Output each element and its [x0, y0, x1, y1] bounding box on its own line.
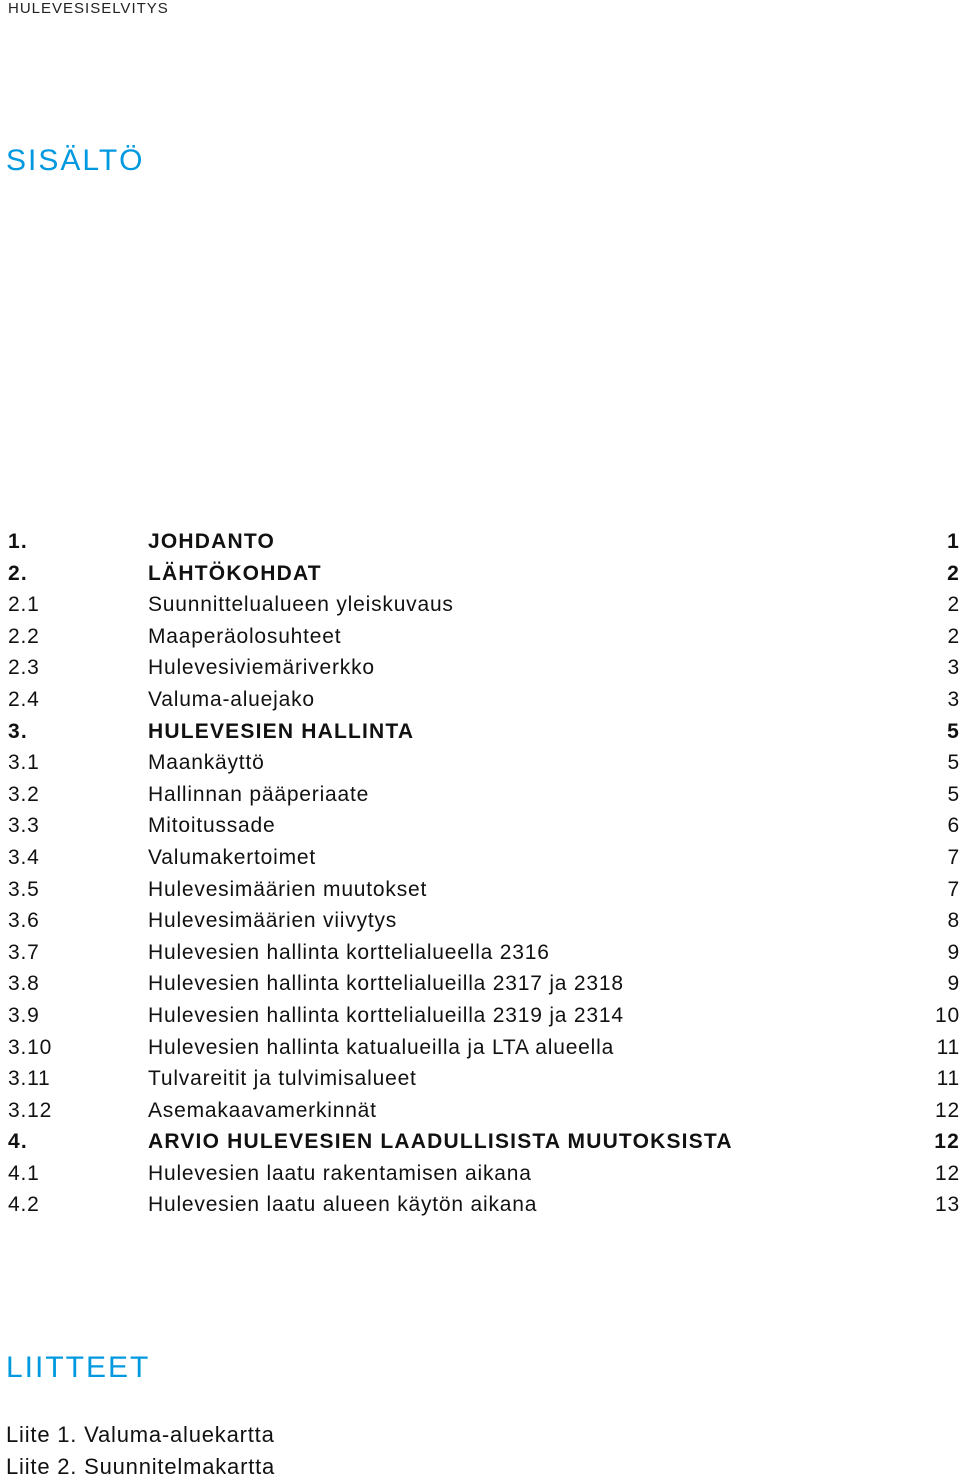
toc-entry-page: 13: [935, 1193, 960, 1217]
toc-entry-page: 9: [947, 972, 960, 996]
toc-entry-page: 5: [947, 719, 960, 743]
toc-entry-title: Hulevesimäärien muutokset: [148, 877, 428, 901]
toc-entry[interactable]: [0, 874, 960, 906]
toc-entry[interactable]: [0, 905, 960, 937]
toc-entry[interactable]: [0, 526, 960, 558]
toc-entry-title: Hulevesien laatu rakentamisen aikana: [148, 1161, 532, 1185]
toc-entry[interactable]: [0, 1063, 960, 1095]
toc-entry[interactable]: [0, 937, 960, 969]
toc-entry-number: 4.1: [8, 1161, 40, 1185]
toc-entry-number: 2.3: [8, 656, 40, 680]
toc-entry-number: 4.2: [8, 1193, 40, 1217]
toc-entry[interactable]: [0, 558, 960, 590]
toc-entry-number: 2.: [8, 561, 28, 585]
toc-entry-number: 2.4: [8, 687, 40, 711]
toc-entry[interactable]: [0, 716, 960, 748]
toc-heading: SISÄLTÖ: [6, 144, 145, 177]
toc-entry-title: Mitoitussade: [148, 814, 276, 838]
toc-entry-page: 11: [936, 1067, 960, 1091]
toc-entry-title: Maaperäolosuhteet: [148, 624, 342, 648]
toc-entry[interactable]: [0, 1189, 960, 1221]
toc-entry-page: 8: [947, 909, 960, 933]
toc-entry-number: 1.: [8, 530, 28, 553]
toc-entry-page: 7: [947, 845, 960, 869]
toc-entry-number: 3.8: [8, 972, 40, 996]
toc-entry-title: Valuma-aluejako: [148, 687, 315, 711]
toc-entry-number: 3.4: [8, 845, 40, 869]
toc-entry-title: Suunnittelualueen yleiskuvaus: [148, 593, 454, 617]
toc-entry-page: 3: [947, 687, 960, 711]
toc-entry-page: 2: [947, 561, 960, 585]
toc-entry[interactable]: [0, 621, 960, 653]
toc-entry[interactable]: [0, 747, 960, 779]
toc-entry-number: 2.1: [8, 593, 40, 617]
toc-entry-number: 3.1: [8, 751, 40, 775]
appendix-item[interactable]: Liite 2. Suunnitelmakartta: [6, 1454, 276, 1479]
appendices-heading: LIITTEET: [6, 1351, 151, 1384]
toc-entry-title: HULEVESIEN HALLINTA: [148, 719, 415, 743]
toc-entry[interactable]: [0, 1032, 960, 1064]
toc-entry-number: 3.9: [8, 1003, 40, 1027]
toc-entry-title: Tulvareitit ja tulvimisalueet: [148, 1067, 417, 1091]
toc-entry-page: 7: [947, 877, 960, 901]
toc-entry-number: 3.10: [8, 1035, 53, 1059]
toc-entry-title: Maankäyttö: [148, 751, 265, 775]
toc-entry[interactable]: [0, 589, 960, 621]
toc-entry[interactable]: [0, 1000, 960, 1032]
toc-entry-title: Valumakertoimet: [148, 845, 317, 869]
toc-entry-number: 3.2: [8, 782, 40, 806]
toc-entry-number: 3.5: [8, 877, 40, 901]
appendix-item[interactable]: Liite 1. Valuma-aluekartta: [6, 1422, 275, 1447]
toc-entry-number: 3.: [8, 719, 28, 743]
toc-entry-page: 1: [947, 530, 960, 553]
toc-entry-number: 3.3: [8, 814, 40, 838]
toc-entry-number: 4.: [8, 1130, 28, 1154]
toc-entry-page: 12: [935, 1098, 960, 1122]
toc-entry-title: Hulevesimäärien viivytys: [148, 909, 398, 933]
toc-entry-number: 3.7: [8, 940, 40, 964]
toc-entry-page: 2: [947, 624, 960, 648]
toc-entry-page: 2: [947, 593, 960, 617]
toc-entry-page: 12: [934, 1130, 960, 1154]
toc-entry-page: 10: [935, 1003, 960, 1027]
toc-entry[interactable]: [0, 842, 960, 874]
toc-entry-number: 3.11: [8, 1067, 51, 1091]
toc-entry-title: Hulevesien laatu alueen käytön aikana: [148, 1193, 538, 1217]
toc-entry-title: Hulevesiviemäriverkko: [148, 656, 375, 680]
toc-entry-title: Hulevesien hallinta katualueilla ja LTA alueella: [148, 1035, 615, 1059]
toc-entry-number: 3.6: [8, 909, 40, 933]
table-of-contents: [0, 526, 960, 1221]
toc-entry-title: Hallinnan pääperiaate: [148, 782, 370, 806]
toc-entry[interactable]: [0, 1158, 960, 1190]
toc-entry[interactable]: [0, 1095, 960, 1127]
toc-entry-page: 3: [947, 656, 960, 680]
toc-entry-title: Hulevesien hallinta korttelialueella 2316: [148, 940, 550, 964]
toc-entry[interactable]: [0, 968, 960, 1000]
toc-entry-page: 5: [947, 782, 960, 806]
toc-entry[interactable]: [0, 810, 960, 842]
toc-entry[interactable]: [0, 684, 960, 716]
appendix-list: [6, 1419, 275, 1483]
toc-entry-page: 11: [936, 1035, 960, 1059]
running-header: HULEVESISELVITYS: [8, 0, 169, 17]
toc-entry-title: LÄHTÖKOHDAT: [148, 561, 322, 585]
toc-entry-title: Asemakaavamerkinnät: [148, 1098, 377, 1122]
toc-entry-title: ARVIO HULEVESIEN LAADULLISISTA MUUTOKSISTA: [148, 1130, 733, 1154]
toc-entry-page: 12: [935, 1161, 960, 1185]
toc-entry-page: 6: [947, 814, 960, 838]
toc-entry-number: 2.2: [8, 624, 40, 648]
toc-entry-title: JOHDANTO: [148, 530, 276, 553]
toc-entry-number: 3.12: [8, 1098, 53, 1122]
toc-entry[interactable]: [0, 1126, 960, 1158]
toc-entry-page: 5: [947, 751, 960, 775]
toc-entry-title: Hulevesien hallinta korttelialueilla 2317 ja 2318: [148, 972, 624, 996]
toc-entry[interactable]: [0, 652, 960, 684]
toc-entry[interactable]: [0, 779, 960, 811]
toc-entry-title: Hulevesien hallinta korttelialueilla 2319 ja 2314: [148, 1003, 624, 1027]
toc-entry-page: 9: [947, 940, 960, 964]
